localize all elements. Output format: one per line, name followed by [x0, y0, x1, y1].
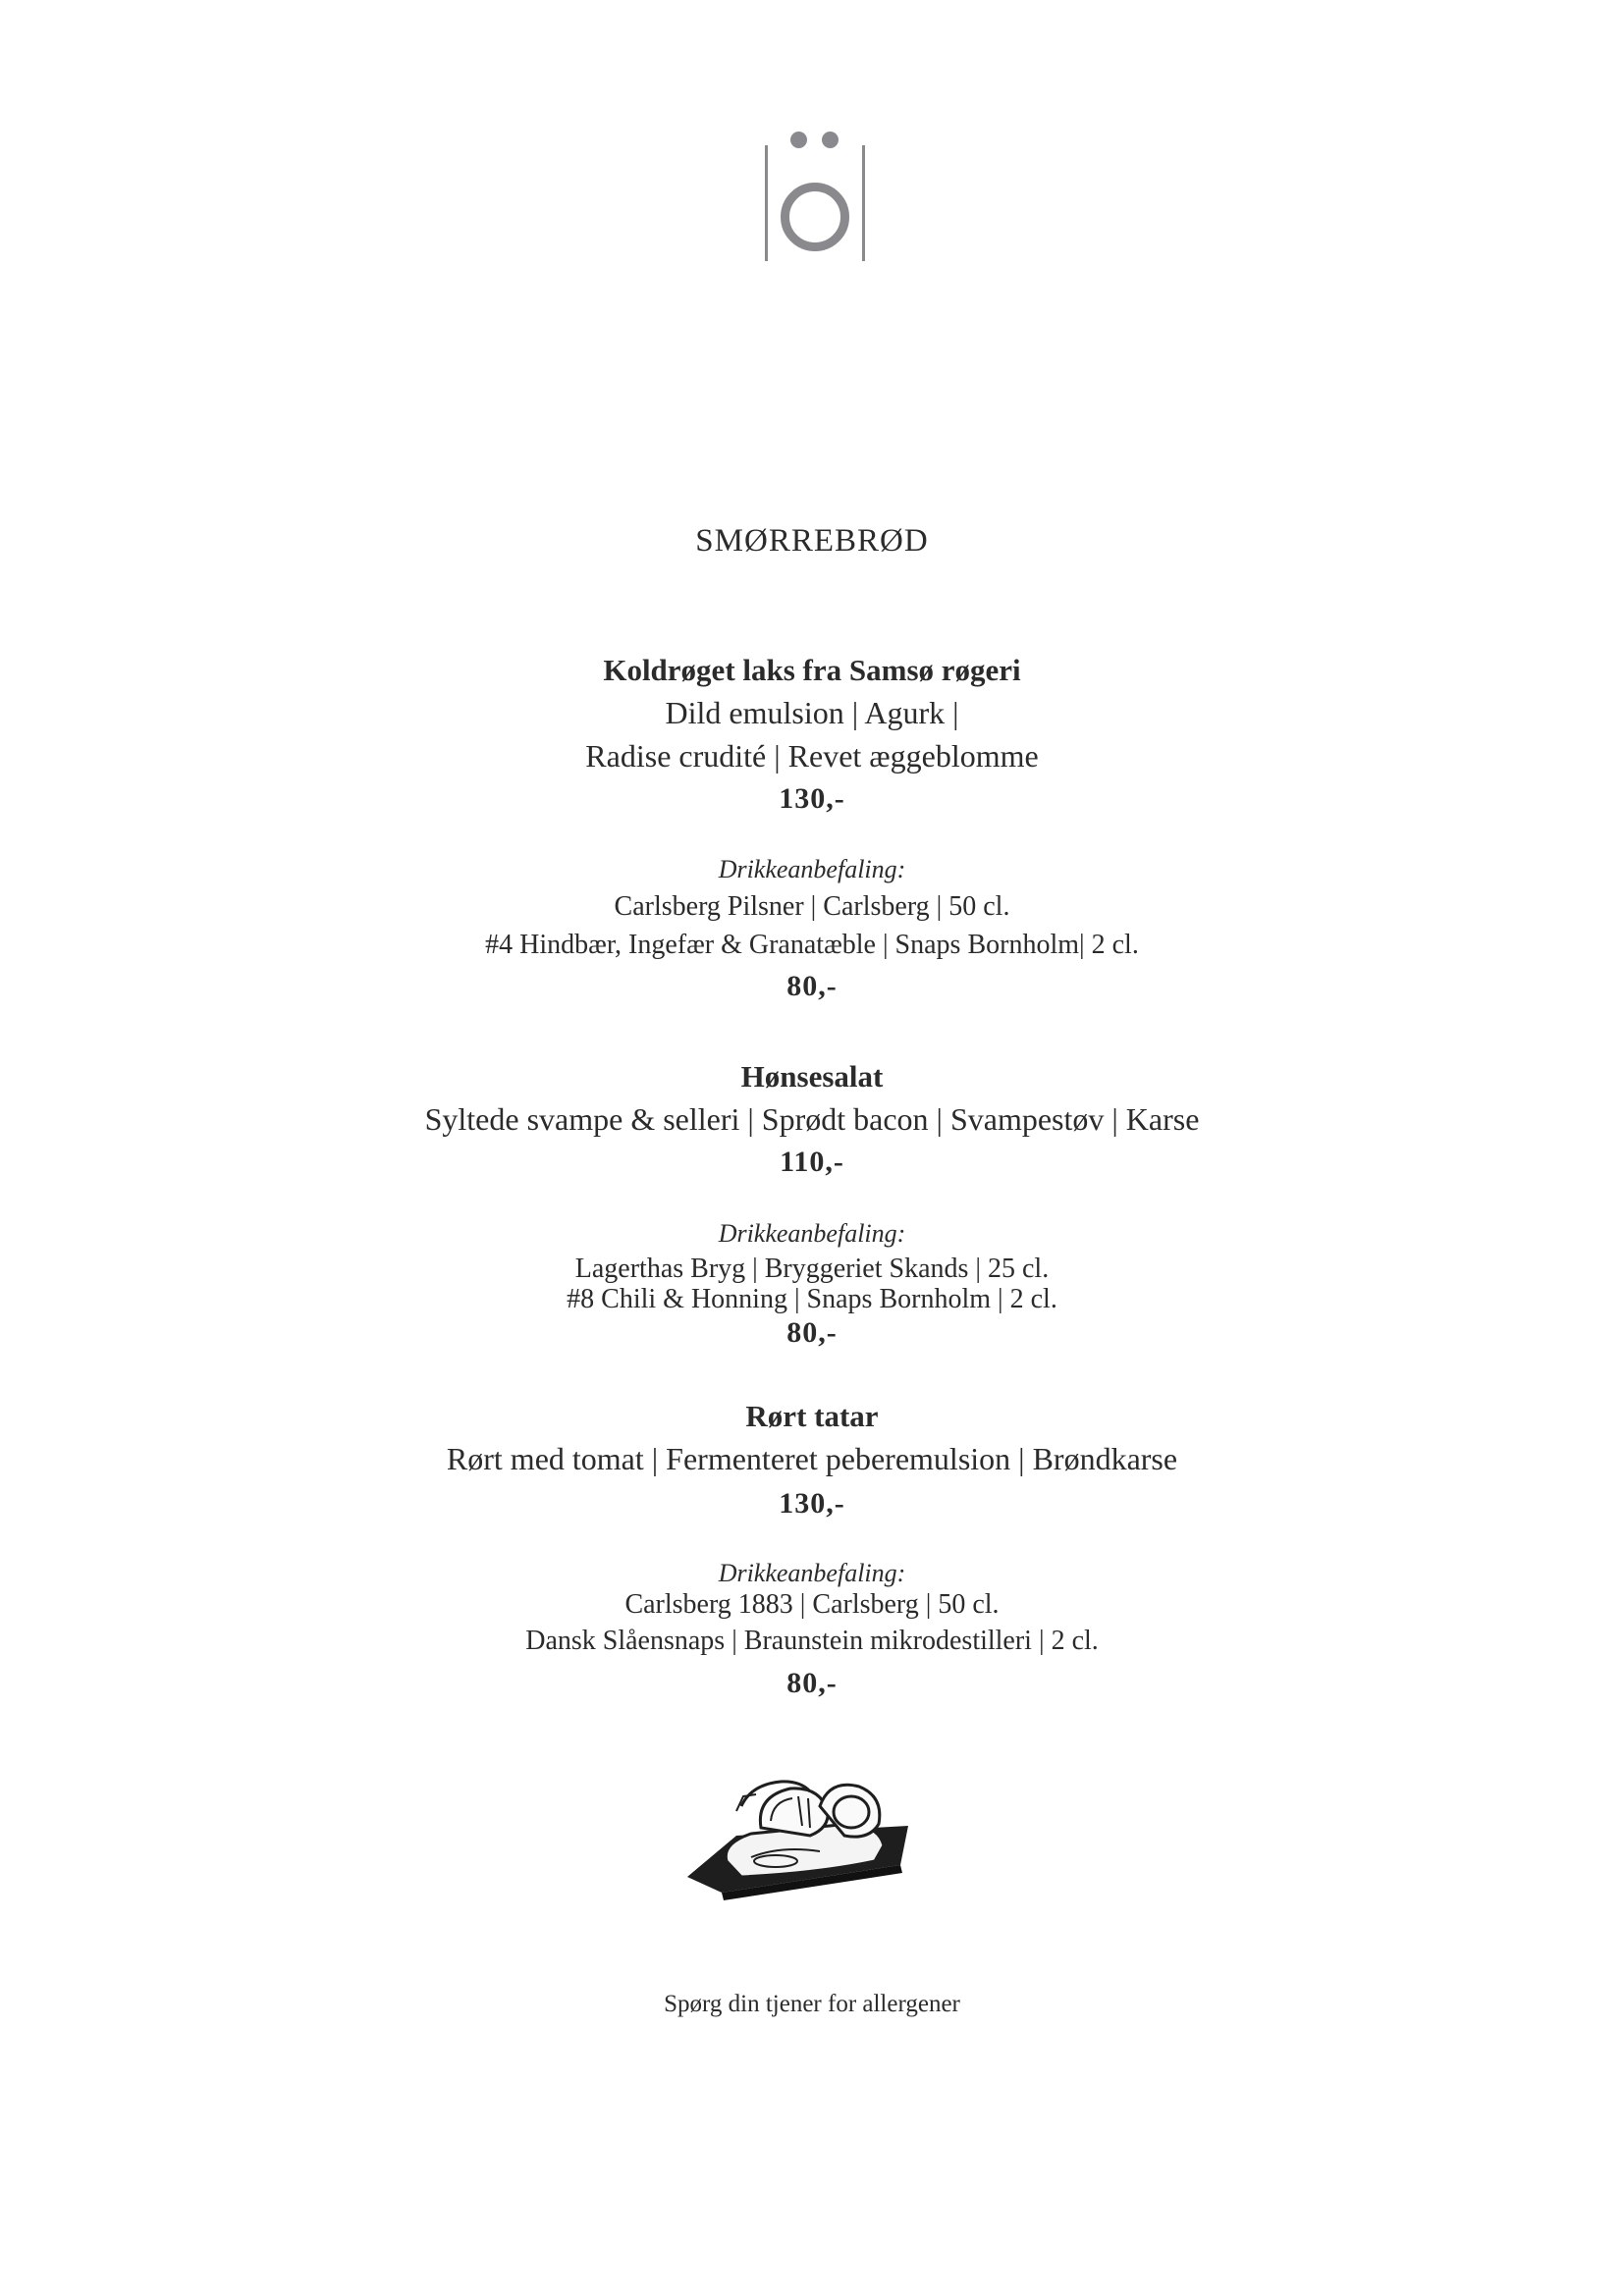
- logo-umlaut-dot: [790, 132, 807, 148]
- smorrebrod-sandwich-icon: [682, 1767, 918, 1904]
- drink-pairing: Lagerthas Bryg | Bryggeriet Skands | 25 cl.: [574, 1254, 1050, 1284]
- drink-pairing: Dansk Slåensnaps | Braunstein mikrodestilleri | 2 cl.: [525, 1626, 1099, 1656]
- dish-name: Rørt tatar: [745, 1399, 879, 1433]
- dish-name: Koldrøget laks fra Samsø røgeri: [603, 653, 1021, 687]
- dish-description: Syltede svampe & selleri | Sprødt bacon | Svampestøv | Karse: [424, 1101, 1200, 1137]
- drink-price: 80,-: [786, 1316, 838, 1349]
- drink-pairing: #8 Chili & Honning | Snaps Bornholm | 2 cl.: [567, 1284, 1057, 1314]
- dish-price: 130,-: [779, 782, 845, 815]
- logo-o-ring: [781, 183, 849, 251]
- drink-recommendation-label: Drikkeanbefaling:: [718, 1559, 906, 1587]
- dish-price: 130,-: [779, 1487, 845, 1520]
- dish-description: Radise crudité | Revet æggeblomme: [585, 738, 1039, 774]
- drink-price: 80,-: [786, 970, 838, 1002]
- logo-umlaut-dot: [822, 132, 839, 148]
- dish-name: Hønsesalat: [740, 1059, 884, 1094]
- drink-pairing: Carlsberg Pilsner | Carlsberg | 50 cl.: [614, 891, 1010, 922]
- section-title: SMØRREBRØD: [695, 523, 929, 559]
- dish-price: 110,-: [780, 1146, 844, 1178]
- logo-right-bar: [862, 145, 865, 261]
- dish-description: Rørt med tomat | Fermenteret peberemulsion | Brøndkarse: [446, 1441, 1178, 1476]
- drink-pairing: #4 Hindbær, Ingefær & Granatæble | Snaps Bornholm| 2 cl.: [485, 930, 1139, 960]
- drink-recommendation-label: Drikkeanbefaling:: [718, 855, 906, 883]
- dish-description: Dild emulsion | Agurk |: [665, 695, 959, 730]
- drink-price: 80,-: [786, 1667, 838, 1699]
- drink-pairing: Carlsberg 1883 | Carlsberg | 50 cl.: [624, 1589, 1000, 1620]
- restaurant-logo: [761, 128, 869, 265]
- allergen-note: Spørg din tjener for allergener: [664, 1991, 960, 2017]
- drink-recommendation-label: Drikkeanbefaling:: [718, 1219, 906, 1248]
- logo-left-bar: [765, 145, 768, 261]
